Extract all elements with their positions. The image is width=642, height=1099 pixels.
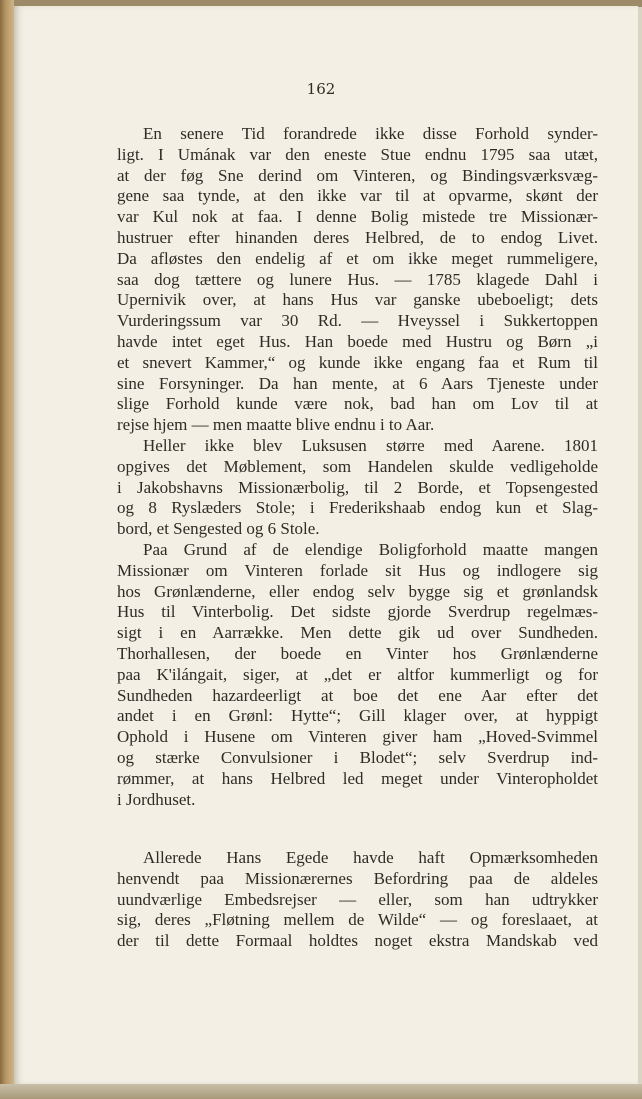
text-line: Thorhallesen, der boede en Vinter hos Grønlænderne	[117, 643, 598, 663]
text-line: og stærke Convulsioner i Blodet“; selv Sverdrup ind-	[117, 747, 598, 767]
text-line: Missionær om Vinteren forlade sit Hus og indlogere sig	[117, 560, 598, 580]
text-line: i Jakobshavns Missionærbolig, til 2 Borde, et Topsengested	[117, 477, 598, 497]
text-line: gene saa tynde, at den ikke var til at opvarme, skønt der	[117, 186, 598, 206]
text-line: Sundheden hazardeerligt at boe det ene Aar efter det	[117, 685, 598, 705]
text-line: et snevert Kammer,“ og kunde ikke engang faa et Rum til	[117, 352, 598, 372]
text-line: En senere Tid forandrede ikke disse Forhold synder-	[143, 124, 598, 143]
text-line: hos Grønlænderne, eller endog selv bygge sig et grønlandsk	[117, 581, 598, 601]
paragraph-4	[117, 848, 598, 952]
text-line: Vurderingssum var 30 Rd. — Hveyssel i Sukkertoppen	[117, 311, 598, 331]
text-line: uundværlige Embedsrejser — eller, som han udtrykker	[117, 889, 598, 909]
book-binding-edge	[0, 0, 14, 1099]
text-line: havde intet eget Hus. Han boede med Hustru og Børn „i	[117, 331, 598, 351]
text-line: Allerede Hans Egede havde haft Opmærksomheden	[143, 848, 598, 867]
text-line: Ophold i Husene om Vinteren giver ham „Hoved-Svimmel	[117, 727, 598, 747]
text-line: ligt. I Umának var den eneste Stue endnu 1795 saa utæt,	[117, 144, 598, 164]
text-block-upper	[117, 124, 598, 810]
text-line: at der føg Sne derind om Vinteren, og Bindingsværksvæg-	[117, 165, 598, 185]
text-line: paa K'ilángait, siger, at „det er altfor kummerligt og for	[117, 664, 598, 684]
scan-bottom-edge	[0, 1084, 642, 1099]
text-line: Upernivik over, at hans Hus var ganske ubeboeligt; dets	[117, 290, 598, 310]
paragraph-3	[117, 540, 598, 810]
text-line: og 8 Ryslæders Stole; i Frederikshaab endog kun et Slag-	[117, 498, 598, 518]
text-line: sig, deres „Fløtning mellem de Wilde“ — og foreslaaet, at	[117, 910, 598, 930]
text-line: sine Forsyninger. Da han mente, at 6 Aars Tjeneste under	[117, 373, 598, 393]
text-line: henvendt paa Missionærernes Befordring paa de aldeles	[117, 868, 598, 888]
text-line: slige Forhold kunde være nok, bad han om Lov til at	[117, 394, 598, 414]
text-block-lower	[117, 848, 598, 952]
text-line: var Kul nok at faa. I denne Bolig mistede tre Missionær-	[117, 207, 598, 227]
text-line: hustruer efter hinanden deres Helbred, de to endog Livet.	[117, 227, 598, 247]
text-line: opgives det Møblement, som Handelen skulde vedligeholde	[117, 456, 598, 476]
text-line: Hus til Vinterbolig. Det sidste gjorde Sverdrup regelmæs-	[117, 602, 598, 622]
text-line: Da afløstes den endelig af et om ikke meget rummeligere,	[117, 248, 598, 268]
paragraph-1	[117, 124, 598, 436]
text-line: rejse hjem — men maatte blive endnu i to Aar.	[117, 415, 435, 435]
text-line: bord, et Sengested og 6 Stole.	[117, 519, 320, 539]
text-line: der til dette Formaal holdtes noget ekstra Mandskab ved	[117, 931, 598, 951]
text-line: Paa Grund af de elendige Boligforhold maatte mangen	[143, 539, 598, 559]
paragraph-2	[117, 436, 598, 540]
text-line: sigt i en Aarrække. Men dette gik ud over Sundheden.	[117, 623, 598, 643]
page-number: 162	[306, 80, 336, 98]
text-line: andet i en Grønl: Hytte“; Gill klager over, at hyppigt	[117, 706, 598, 726]
text-line: saa dog tættere og lunere Hus. — 1785 klagede Dahl i	[117, 269, 598, 289]
text-line: i Jordhuset.	[117, 789, 196, 809]
text-line: Heller ikke blev Luksusen større med Aarene. 1801	[143, 435, 598, 455]
text-line: rømmer, at hans Helbred led meget under Vinteropholdet	[117, 768, 598, 788]
